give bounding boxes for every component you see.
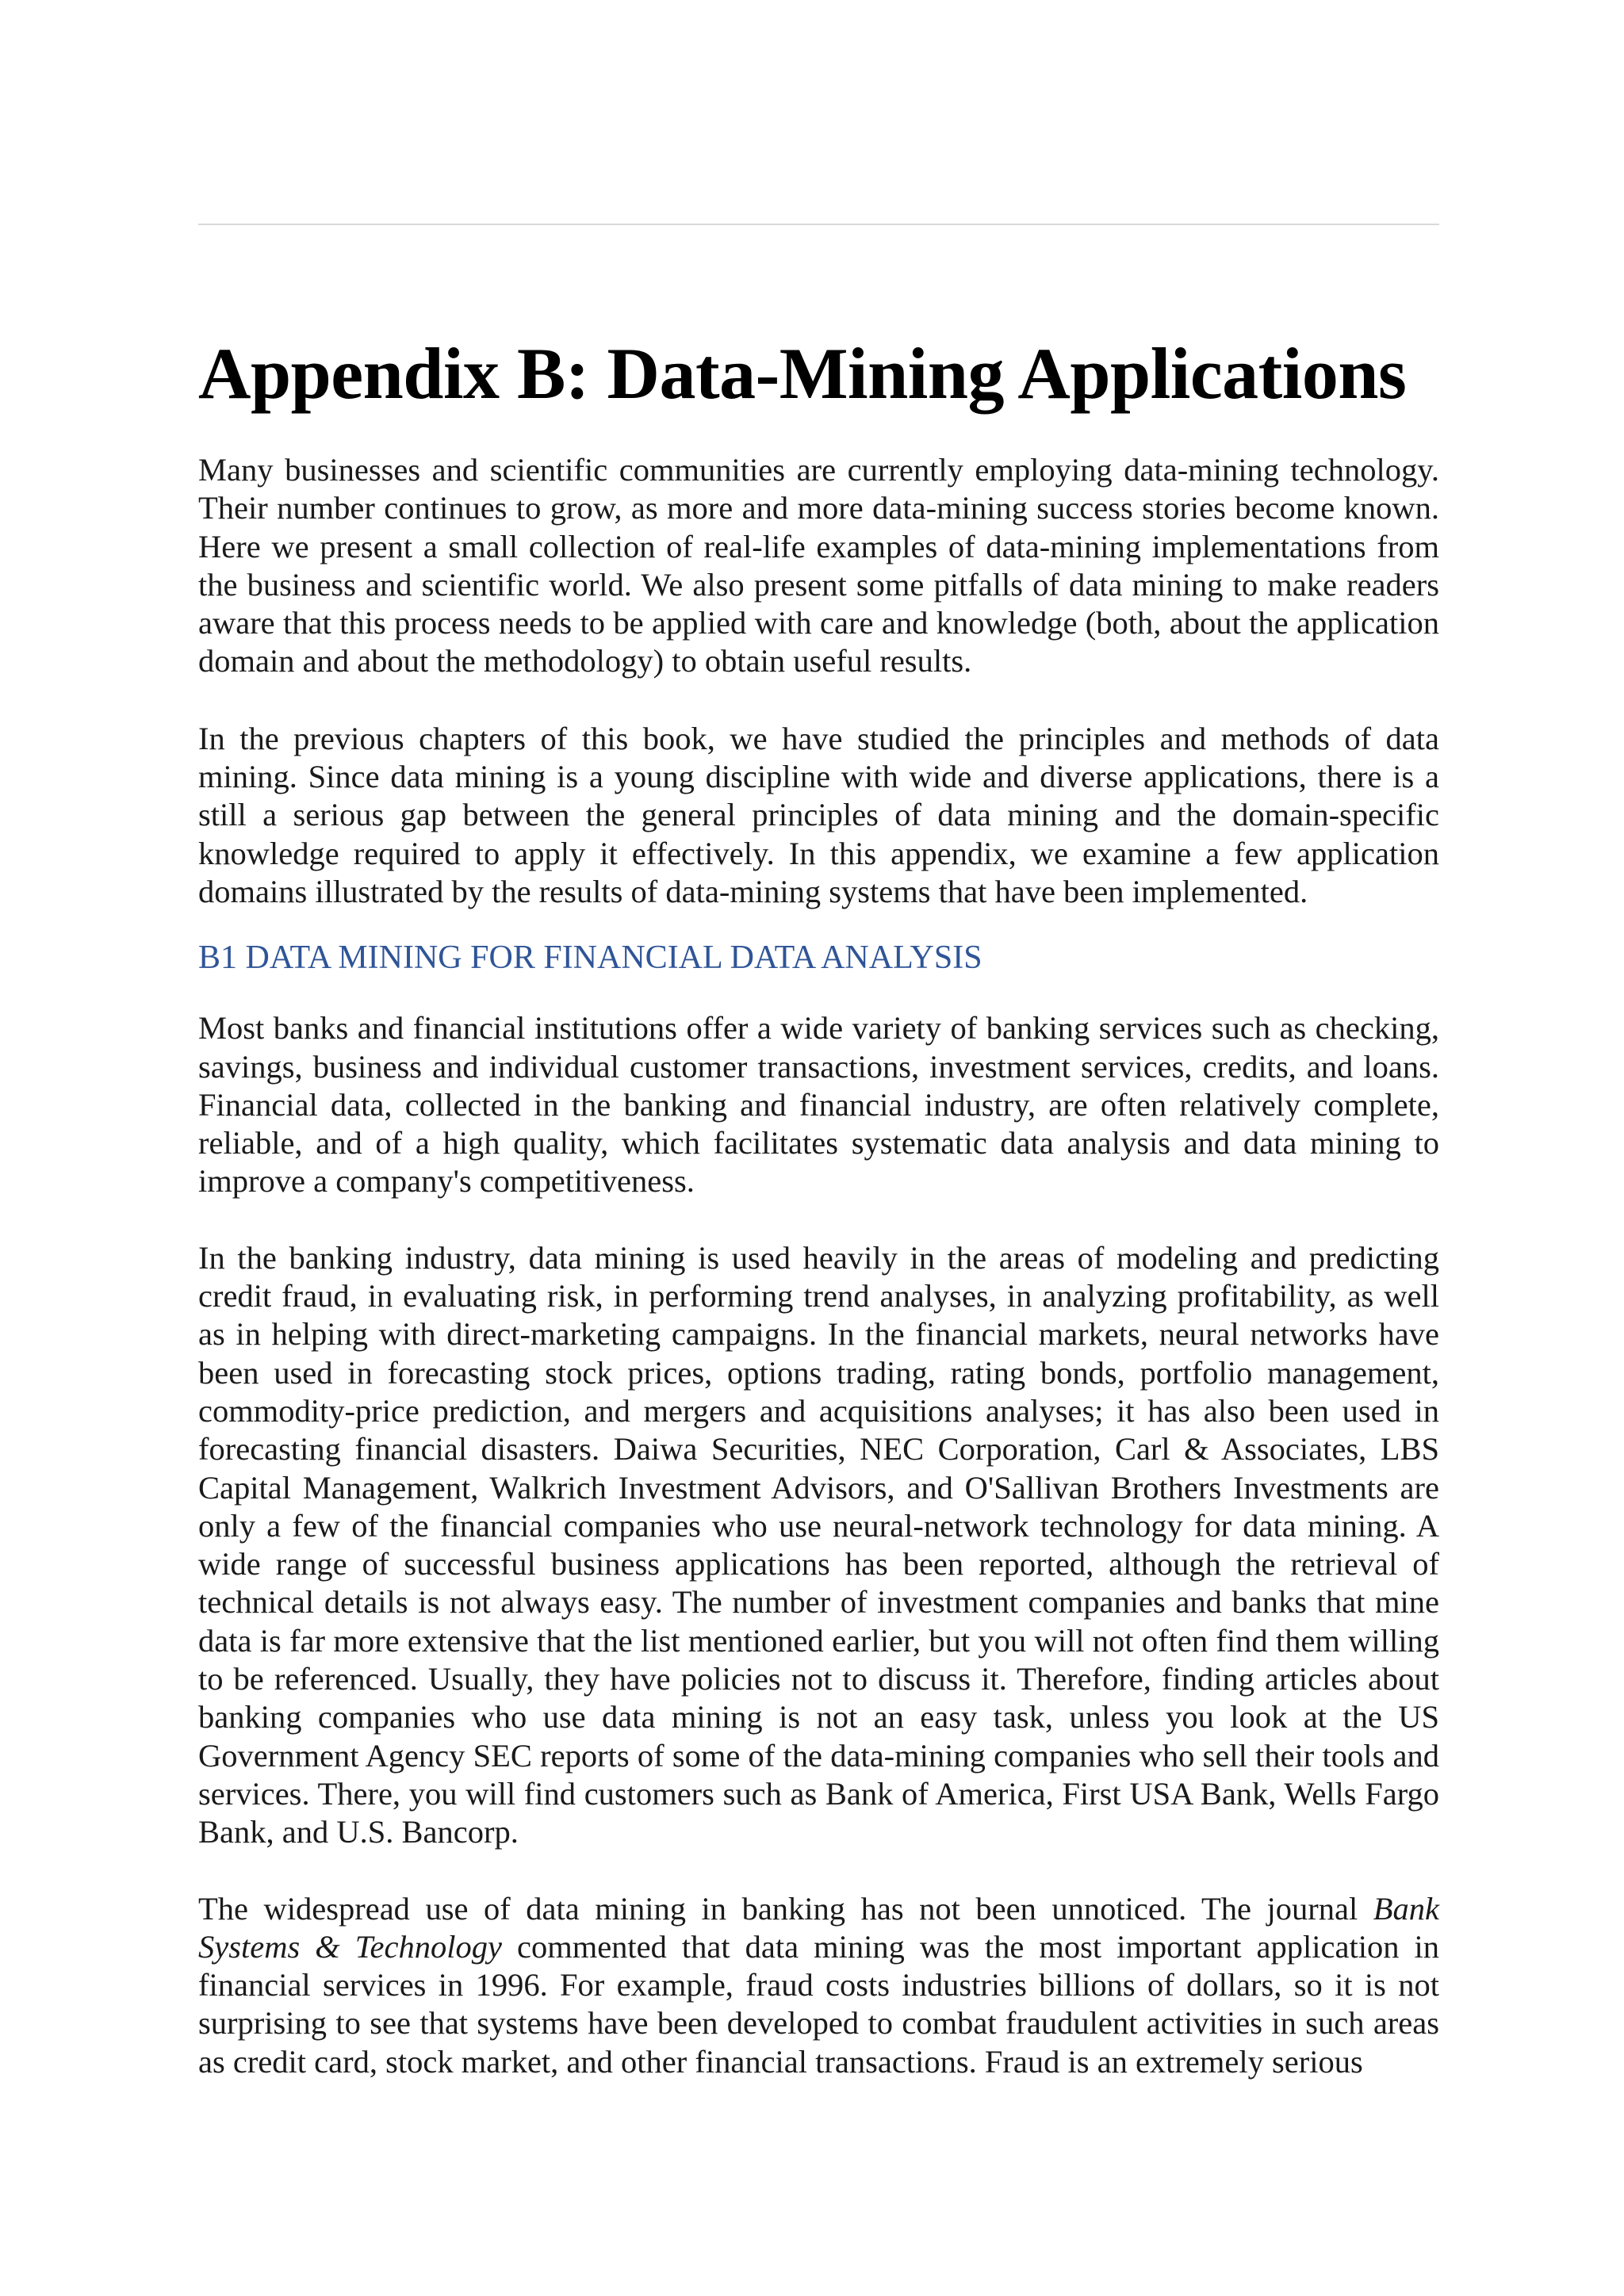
section-b1-heading: B1 DATA MINING FOR FINANCIAL DATA ANALYSIS — [198, 939, 982, 977]
widespread-text-start: The widespread use of data mining in banking has not been unnoticed. The journal — [198, 1890, 1373, 1927]
intro-paragraph: Many businesses and scientific communities are currently employing data-mining technology. Their number continues to grow, as more and more data-mining success stories become known. Here we present a small collection of real-life examples of data-mining implementations from the business and scientific world. We also present some pitfalls of data mining to make readers aware that this process needs to be applied with care and knowledge (both, about the application domain and about the methodology) to obtain useful results. — [198, 452, 1439, 679]
previous-chapters-paragraph: In the previous chapters of this book, we have studied the principles and methods of data mining. Since data mining is a young discipline with wide and diverse applications, there is a still a serious gap between the general principles of data mining and the domain-specific knowledge required to apply it effectively. In this appendix, we examine a few application domains illustrated by the results of data-mining systems that have been implemented. — [198, 720, 1439, 909]
journal-name: Bank Systems & Technology — [198, 1890, 1439, 1965]
page-content — [198, 329, 1439, 2081]
banks-paragraph: Most banks and financial institutions offer a wide variety of banking services such as checking, savings, business and individual customer transactions, investment services, credits, and loans. Financial data, collected in the banking and financial industry, are often relatively complete, reliable, and of a high quality, which facilitates systematic data analysis and data mining to improve a company's competitiveness. — [198, 1010, 1439, 1200]
widespread-text-end: commented that data mining was the most important application in financial services in 1996. For example, fraud costs industries billions of dollars, so it is not surprising to see that systems have been developed to combat fraudulent activities in such areas as credit card, stock market, and other financial transactions. Fraud is an extremely serious — [198, 1928, 1439, 2080]
banking-industry-paragraph: In the banking industry, data mining is used heavily in the areas of modeling and predicting credit fraud, in evaluating risk, in performing trend analyses, in analyzing profitability, as well as in helping with direct-marketing campaigns. In the financial markets, neural networks have been used in forecasting stock prices, options trading, rating bonds, portfolio management, commodity-price prediction, and mergers and acquisitions analyses; it has also been used in forecasting financial disasters. Daiwa Securities, NEC Corporation, Carl & Associates, LBS Capital Management, Walkrich Investment Advisors, and O'Sallivan Brothers Investments are only a few of the financial companies who use neural-network technology for data mining. A wide range of successful business applications has been reported, although the retrieval of technical details is not always easy. The number of investment companies and banks that mine data is far more extensive that the list mentioned earlier, but you will not often find them willing to be referenced. Usually, they have policies not to discuss it. Therefore, finding articles about banking companies who use data mining is not an easy task, unless you look at the US Government Agency SEC reports of some of the data-mining companies who sell their tools and services. There, you will find customers such as Bank of America, First USA Bank, Wells Fargo Bank, and U.S. Bancorp. — [198, 1239, 1439, 1850]
header-rule — [198, 224, 1439, 225]
appendix-title: Appendix B: Data-Mining Applications — [198, 333, 1407, 414]
widespread-use-paragraph — [198, 1890, 1439, 2081]
